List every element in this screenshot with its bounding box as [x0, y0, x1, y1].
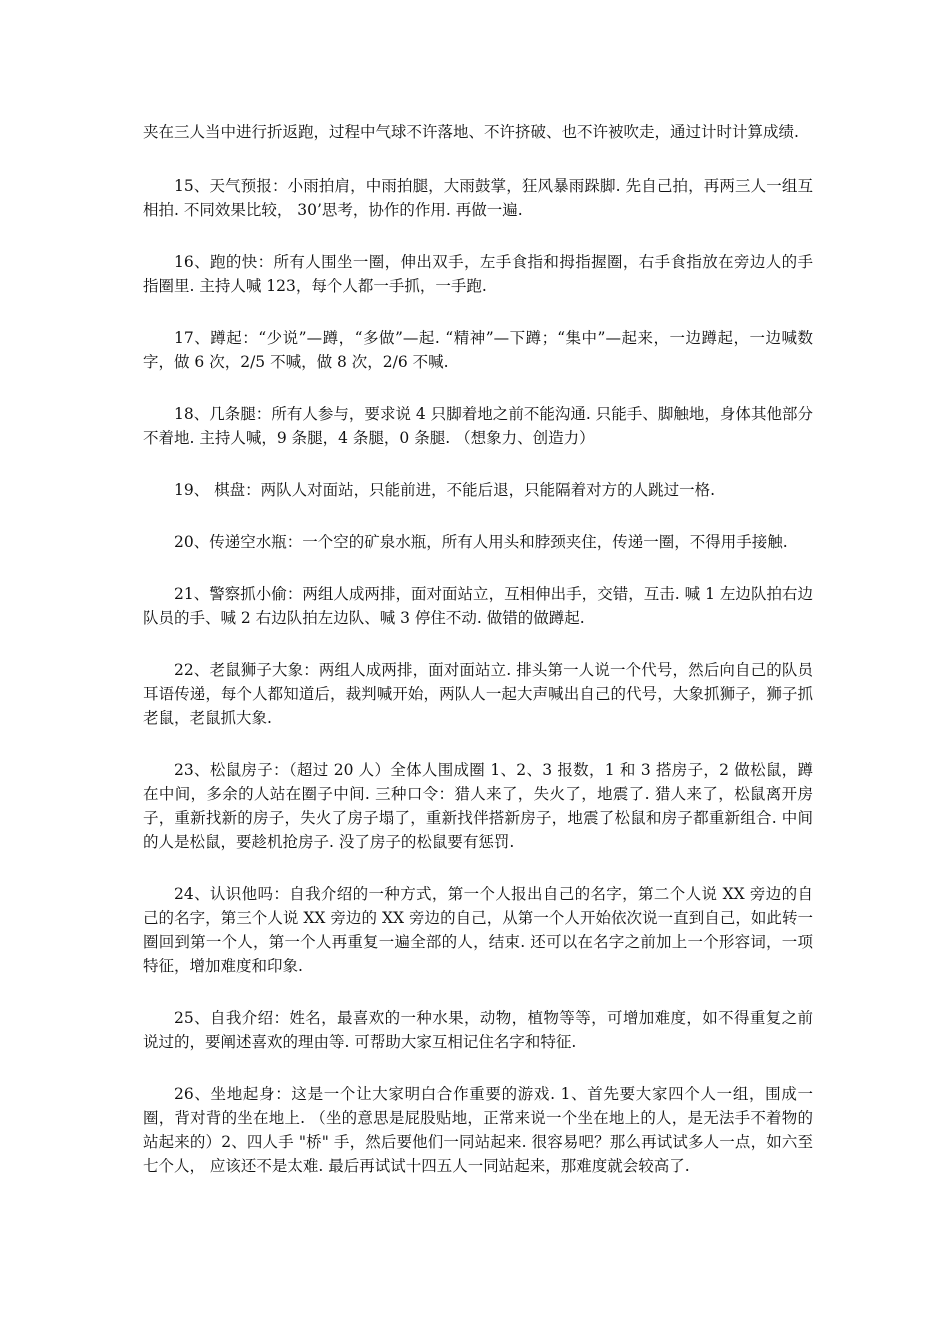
paragraph-item-23: 23、松鼠房子：（超过 20 人）全体人围成圈 1、2、3 报数，1 和 3 搭房子，2 做松鼠，蹲在中间，多余的人站在圈子中间. 三种口令：猎人来了，失火了，地震了. 猎人来了，松鼠离开房子，重新找新的房子，失火了房子塌了，重新找伴搭新房子，地震了松鼠和房子都重新组合. 中间的人是松鼠，要趁机抢房子. 没了房子的松鼠要有惩罚. — [143, 761, 813, 851]
document-page — [143, 120, 813, 1206]
paragraph-item-22: 22、老鼠狮子大象：两组人成两排，面对面站立. 排头第一人说一个代号，然后向自己的队员耳语传递，每个人都知道后，裁判喊开始，两队人一起大声喊出自己的代号，大象抓狮子，狮子抓老鼠，老鼠抓大象. — [143, 661, 813, 727]
paragraph-item-21: 21、警察抓小偷：两组人成两排，面对面站立，互相伸出手，交错，互击. 喊 1 左边队拍右边队员的手、喊 2 右边队拍左边队、喊 3 停住不动. 做错的做蹲起. — [143, 585, 813, 627]
paragraph-item-24: 24、认识他吗：自我介绍的一种方式，第一个人报出自己的名字，第二个人说 XX 旁边的自己的名字，第三个人说 XX 旁边的 XX 旁边的自己，从第一个人开始依次说一直到自己，如此转一圈回到第一个人，第一个人再重复一遍全部的人，结束. 还可以在名字之前加上一个形容词，一项特征，增加难度和印象. — [143, 885, 813, 975]
paragraph-item-17: 17、蹲起：“少说”—蹲，“多做”—起. “精神”—下蹲；“集中”—起来，一边蹲起，一边喊数字，做 6 次，2/5 不喊，做 8 次，2/6 不喊. — [143, 329, 813, 371]
paragraph-item-20: 20、传递空水瓶：一个空的矿泉水瓶，所有人用头和脖颈夹住，传递一圈，不得用手接触. — [174, 533, 788, 551]
paragraph-item-19: 19、 棋盘：两队人对面站，只能前进，不能后退，只能隔着对方的人跳过一格. — [174, 481, 716, 499]
paragraph-item-26: 26、坐地起身：这是一个让大家明白合作重要的游戏. 1、首先要大家四个人一组，围成一圈，背对背的坐在地上. （坐的意思是屁股贴地，正常来说一个坐在地上的人，是无法手不着物的站起来的）2、四人手 "桥" 手，然后要他们一同站起来. 很容易吧？那么再试试多人一点，如六至七个人， 应该还不是太难. 最后再试试十四五人一同站起来，那难度就会较高了. — [143, 1085, 813, 1175]
paragraph-continuation: 夹在三人当中进行折返跑，过程中气球不许落地、不许挤破、也不许被吹走，通过计时计算成绩. — [143, 123, 799, 141]
paragraph-item-16: 16、跑的快：所有人围坐一圈，伸出双手，左手食指和拇指握圈，右手食指放在旁边人的手指圈里. 主持人喊 123，每个人都一手抓，一手跑. — [143, 253, 813, 295]
paragraph-item-18: 18、几条腿：所有人参与，要求说 4 只脚着地之前不能沟通. 只能手、脚触地，身体其他部分不着地. 主持人喊，9 条腿，4 条腿，0 条腿. （想象力、创造力） — [143, 405, 813, 447]
paragraph-item-15: 15、天气预报：小雨拍肩，中雨拍腿，大雨鼓掌，狂风暴雨跺脚. 先自己拍，再两三人一组互相拍. 不同效果比较， 30’思考，协作的作用. 再做一遍. — [143, 177, 813, 219]
paragraph-item-25: 25、自我介绍：姓名，最喜欢的一种水果，动物，植物等等，可增加难度，如不得重复之前说过的，要阐述喜欢的理由等. 可帮助大家互相记住名字和特征. — [143, 1009, 813, 1051]
